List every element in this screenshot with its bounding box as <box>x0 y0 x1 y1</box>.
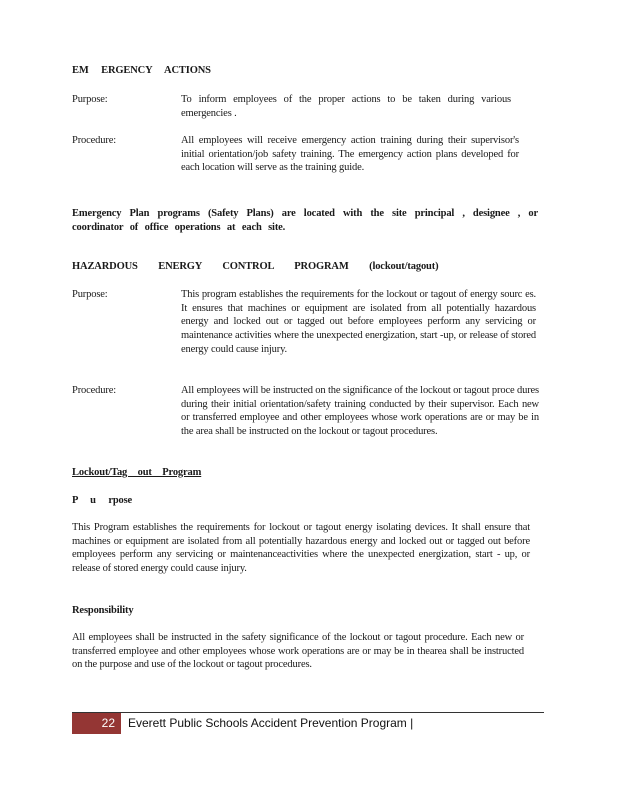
hazardous-purpose-text: This program establishes the requirements for the lockout or tagout of energy sourc es. It ensures that machines or equipment are isolated from all potentially hazardous energy and locked out or tagged out before employees perform any servicing or maintenance activities where the unexpected energization, start -up, or release of stored energy could cause injury. <box>181 289 536 355</box>
lockout-purpose-heading: P u rpose <box>72 495 133 506</box>
emergency-procedure-label: Procedure: <box>72 135 116 146</box>
responsibility-heading: Responsibility <box>72 605 134 616</box>
hazardous-energy-heading: HAZARDOUS ENERGY CONTROL PROGRAM (lockout/tagout) <box>72 261 439 272</box>
footer-title: Everett Public Schools Accident Prevention Program | <box>128 716 414 730</box>
hazardous-purpose-label: Purpose: <box>72 289 108 300</box>
hazardous-procedure-text: All employees will be instructed on the significance of the lockout or tagout proce dures during their initial orientation/safety training conducted by their supervisor. Each new or transferred employee and other employees whose work operations are or may be in the area shall be instructed on the lockout or tagout procedures. <box>181 385 539 438</box>
emergency-actions-heading: EM ERGENCY ACTIONS <box>72 65 211 76</box>
hazardous-procedure-label: Procedure: <box>72 385 116 396</box>
page-number: 22 <box>72 713 121 734</box>
lockout-program-heading: Lockout/Tag out Program <box>72 467 202 478</box>
emergency-purpose-label: Purpose: <box>72 94 108 105</box>
responsibility-text: All employees shall be instructed in the safety significance of the lockout or tagout procedure. Each new or transferred employee and other employees whose work operations are or may be in thearea shall be instructed on the purpose and use of the lockout or tagout procedures. <box>72 632 524 671</box>
emergency-purpose-text: To inform employees of the proper actions to be taken during various emergencies . <box>181 94 511 119</box>
lockout-purpose-text: This Program establishes the requirements for lockout or tagout energy isolating devices. It shall ensure that machines or equipment are isolated from all potentially hazardous energy and locked out or tagged out before employees perform any servicing or maintenanceactivities where the unexpected energization, start - up, or release of stored energy could cause injury. <box>72 522 530 575</box>
emergency-plan-note: Emergency Plan programs (Safety Plans) are located with the site principal , designee , or coordinator of office operations at each site. <box>72 208 538 233</box>
emergency-procedure-text: All employees will receive emergency action training during their supervisor's initial orientation/job safety training. The emergency action plans developed for each location will serve as the training guide. <box>181 135 519 174</box>
